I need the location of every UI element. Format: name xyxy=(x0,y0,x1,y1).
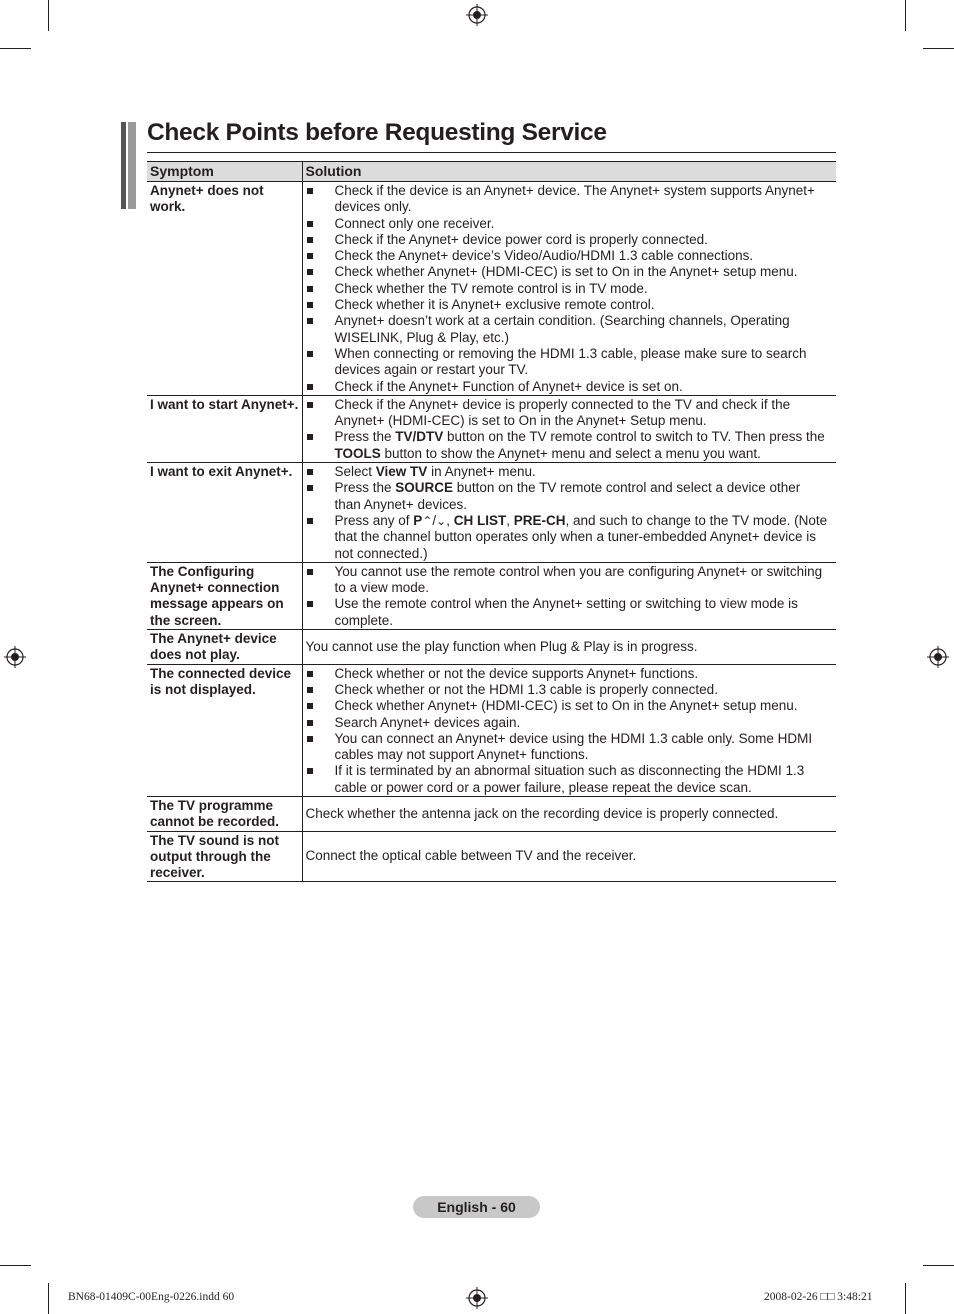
solution-item xyxy=(306,216,831,232)
print-timestamp: 2008-02-26 □□ 3:48:21 xyxy=(764,1291,873,1303)
crop-mark xyxy=(48,0,49,31)
channel-arrow-icon: ⌄ xyxy=(436,513,447,528)
bullet-square-icon xyxy=(307,569,313,575)
bullet-square-icon xyxy=(307,286,313,292)
bullet-square-icon xyxy=(307,269,313,275)
bullet-square-icon xyxy=(307,434,313,440)
solution-item xyxy=(306,379,831,395)
symptom-cell: The TV sound is not output through the receiver. xyxy=(147,831,302,882)
solution-item xyxy=(306,731,831,764)
solution-text: in Anynet+ menu. xyxy=(427,464,536,480)
solution-item xyxy=(306,297,831,313)
solution-text: Check if the Anynet+ Function of Anynet+ device is set on. xyxy=(334,378,683,394)
solution-text: Check whether it is Anynet+ exclusive remote control. xyxy=(334,297,655,313)
solution-item xyxy=(306,264,831,280)
bullet-square-icon xyxy=(307,221,313,227)
button-name: TV/DTV xyxy=(395,429,444,445)
solution-list xyxy=(306,563,831,629)
solution-text: button on the TV remote control and select a device other than Anynet+ devices. xyxy=(334,480,801,512)
solution-text: / xyxy=(432,512,437,528)
solution-item xyxy=(306,464,831,480)
bullet-square-icon xyxy=(307,318,313,324)
table-row xyxy=(147,796,836,831)
table-header-row xyxy=(147,162,836,182)
solution-cell: Connect the optical cable between TV and the receiver. xyxy=(302,831,836,882)
solution-item xyxy=(306,313,831,346)
symptom-column-header: Symptom xyxy=(147,162,302,182)
symptom-cell: The TV programme cannot be recorded. xyxy=(147,796,302,831)
title-divider xyxy=(147,152,836,153)
table-row xyxy=(147,664,836,796)
solution-list xyxy=(306,665,831,796)
solution-list xyxy=(306,396,831,462)
registration-mark-icon xyxy=(927,646,949,668)
solution-item xyxy=(306,183,831,216)
solution-item xyxy=(306,232,831,248)
solution-item xyxy=(306,281,831,297)
symptom-cell: The Anynet+ device does not play. xyxy=(147,630,302,665)
solution-text: Press the xyxy=(334,429,396,445)
button-name: P xyxy=(413,512,423,528)
button-name: CH LIST xyxy=(453,512,507,528)
solution-text: Check whether Anynet+ (HDMI-CEC) is set to On in the Anynet+ setup menu. xyxy=(334,698,798,714)
table-row xyxy=(147,630,836,665)
solution-column-header: Solution xyxy=(302,162,836,182)
bullet-square-icon xyxy=(307,351,313,357)
solution-cell: Check whether the antenna jack on the recording device is properly connected. xyxy=(302,796,836,831)
solution-item xyxy=(306,429,831,462)
bullet-square-icon xyxy=(307,188,313,194)
button-name: SOURCE xyxy=(395,480,454,496)
solution-text: , xyxy=(506,512,514,528)
solution-item xyxy=(306,513,831,562)
solution-item xyxy=(306,698,831,714)
bullet-square-icon xyxy=(307,237,313,243)
solution-text: , xyxy=(446,512,454,528)
symptom-cell: I want to start Anynet+. xyxy=(147,395,302,462)
table-row xyxy=(147,463,836,563)
bullet-square-icon xyxy=(307,384,313,390)
table-row xyxy=(147,562,836,629)
bullet-square-icon xyxy=(307,518,313,524)
solution-text: Select xyxy=(334,464,376,480)
solution-item xyxy=(306,682,831,698)
title-accent-bar xyxy=(128,122,136,209)
bullet-square-icon xyxy=(307,485,313,491)
solution-text: Check if the device is an Anynet+ device. The Anynet+ system supports Anynet+ devices only. xyxy=(334,183,815,215)
crop-mark xyxy=(905,1283,906,1314)
solution-item xyxy=(306,480,831,513)
page-title: Check Points before Requesting Service xyxy=(147,119,607,146)
bullet-square-icon xyxy=(307,736,313,742)
crop-mark xyxy=(0,1265,31,1266)
bullet-square-icon xyxy=(307,687,313,693)
solution-item xyxy=(306,715,831,731)
bullet-square-icon xyxy=(307,671,313,677)
solution-text: Check whether or not the HDMI 1.3 cable is properly connected. xyxy=(334,681,718,697)
button-name: PRE-CH xyxy=(513,512,566,528)
registration-mark-icon xyxy=(466,1287,488,1309)
bullet-square-icon xyxy=(307,768,313,774)
solution-list xyxy=(306,463,831,562)
crop-mark xyxy=(48,1283,49,1314)
solution-text: Search Anynet+ devices again. xyxy=(334,714,521,730)
bullet-square-icon xyxy=(307,302,313,308)
troubleshooting-table xyxy=(147,161,836,882)
registration-mark-icon xyxy=(466,4,488,26)
solution-text: button on the TV remote control to switch to TV. Then press the xyxy=(443,429,825,445)
solution-item xyxy=(306,397,831,430)
solution-list xyxy=(306,182,831,395)
solution-text: You cannot use the remote control when you are configuring Anynet+ or switching to a view mode. xyxy=(334,563,823,596)
symptom-cell: The connected device is not displayed. xyxy=(147,664,302,796)
table-body xyxy=(147,182,836,882)
solution-text: Check if the Anynet+ device is properly connected to the TV and check if the Anynet+ (HDMI-CEC) is set to On in the Anynet+ Setup menu. xyxy=(334,396,791,429)
page-number-badge: English - 60 xyxy=(413,1196,540,1218)
table-row xyxy=(147,395,836,462)
solution-text: You can connect an Anynet+ device using the HDMI 1.3 cable only. Some HDMI cables may not support Anynet+ functions. xyxy=(334,730,813,763)
bullet-square-icon xyxy=(307,720,313,726)
table-row xyxy=(147,182,836,396)
solution-cell: You cannot use the play function when Plug & Play is in progress. xyxy=(302,630,836,665)
channel-arrow-icon: ⌃ xyxy=(422,513,433,528)
solution-text: Check if the Anynet+ device power cord is properly connected. xyxy=(334,231,708,247)
bullet-square-icon xyxy=(307,469,313,475)
solution-text: When connecting or removing the HDMI 1.3 cable, please make sure to search devices again or restart your TV. xyxy=(334,345,807,378)
title-accent-bar xyxy=(121,122,126,209)
solution-cell xyxy=(302,664,836,796)
crop-mark xyxy=(905,0,906,31)
solution-cell xyxy=(302,395,836,462)
button-name: TOOLS xyxy=(334,445,381,461)
solution-text: , and such to change to the TV mode. (Note that the channel button operates only when a tuner-embedded Anynet+ device is not connected.) xyxy=(334,512,828,561)
solution-item xyxy=(306,596,831,629)
solution-item xyxy=(306,763,831,796)
bullet-square-icon xyxy=(307,253,313,259)
table-row xyxy=(147,831,836,882)
solution-cell xyxy=(302,562,836,629)
symptom-cell: I want to exit Anynet+. xyxy=(147,463,302,563)
crop-mark xyxy=(923,1265,954,1266)
solution-text: Use the remote control when the Anynet+ setting or switching to view mode is complete. xyxy=(334,596,798,628)
crop-mark xyxy=(0,48,31,49)
solution-item xyxy=(306,248,831,264)
solution-text: Connect only one receiver. xyxy=(334,215,495,231)
solution-text: If it is terminated by an abnormal situation such as disconnecting the HDMI 1.3 cable or power cord or a power failure, please repeat the device scan. xyxy=(334,763,805,795)
bullet-square-icon xyxy=(307,601,313,607)
button-name: View TV xyxy=(375,464,428,480)
crop-mark xyxy=(923,48,954,49)
symptom-cell: The Configuring Anynet+ connection message appears on the screen. xyxy=(147,562,302,629)
solution-text: Check the Anynet+ device’s Video/Audio/HDMI 1.3 cable connections. xyxy=(334,248,754,264)
solution-text: Press the xyxy=(334,480,396,496)
solution-item xyxy=(306,346,831,379)
solution-item xyxy=(306,564,831,597)
registration-mark-icon xyxy=(4,646,26,668)
bullet-square-icon xyxy=(307,703,313,709)
bullet-square-icon xyxy=(307,402,313,408)
file-slug: BN68-01409C-00Eng-0226.indd 60 xyxy=(68,1291,235,1303)
solution-text: button to show the Anynet+ menu and select a menu you want. xyxy=(380,445,761,461)
solution-text: Press any of xyxy=(334,512,414,528)
solution-text: Check whether the TV remote control is in TV mode. xyxy=(334,280,648,296)
solution-cell xyxy=(302,182,836,396)
solution-item xyxy=(306,666,831,682)
solution-text: Check whether or not the device supports Anynet+ functions. xyxy=(334,665,699,681)
solution-text: Check whether Anynet+ (HDMI-CEC) is set to On in the Anynet+ setup menu. xyxy=(334,264,798,280)
solution-text: Anynet+ doesn’t work at a certain condition. (Searching channels, Operating WISELINK, Plug & Play, etc.) xyxy=(334,313,790,345)
solution-cell xyxy=(302,463,836,563)
symptom-cell: Anynet+ does not work. xyxy=(147,182,302,396)
